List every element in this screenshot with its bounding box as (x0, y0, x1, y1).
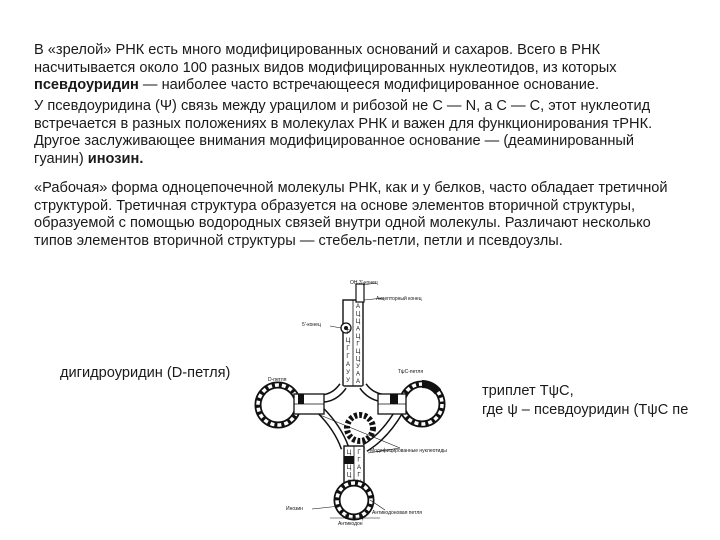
acceptor-left-base-1: Ц (345, 338, 351, 344)
acceptor-left-base-4: А (345, 362, 351, 368)
inosine-label: Инозин (286, 506, 303, 512)
anticodon-loop-label: Антикодоновая петля (372, 510, 422, 516)
d-loop-label: D-петля (268, 377, 287, 383)
acceptor-right-base-3: А (355, 326, 361, 333)
acceptor-end-label: Акцепторный конец (376, 296, 422, 302)
trna-cloverleaf-diagram (250, 278, 465, 528)
anticodon-base-2: Ц (358, 515, 364, 521)
anticodon-left-base-2: Ц (346, 465, 352, 471)
p1-text-c: — наиболее часто встречающееся модифицированное основание. (138, 77, 600, 94)
five-end-label: 5'-конец (302, 322, 321, 328)
paragraph-mature-rna (34, 42, 684, 95)
acceptor-right-base-9: А (355, 371, 361, 378)
anticodon-base-0: И (344, 515, 350, 521)
anticodon-label: Антикодон (338, 521, 363, 527)
oh-end-label: ОН 3'-конец (350, 280, 378, 286)
anticodon-left-base-3: Ц (346, 472, 352, 479)
inosine-term: инозин. (87, 150, 144, 167)
acceptor-right-base-5: Г (356, 341, 360, 348)
caption-d-loop: дигидроуридин (D-петля) (60, 365, 231, 381)
anticodon-left-base-1: У (347, 457, 351, 464)
acceptor-left-base-3: Г (346, 354, 350, 360)
acceptor-right-base-0: А (355, 304, 361, 310)
acceptor-right-base-6: Ц (355, 349, 361, 355)
acceptor-left-base-6: У (346, 378, 350, 384)
acceptor-left-base-0: Г (346, 330, 350, 336)
anticodon-right-base-0: Г (357, 450, 361, 456)
anticodon-right-base-2: А (356, 465, 362, 471)
anticodon-right-base-3: Г (357, 472, 361, 479)
tpsic-loop-label: ТψС-петля (398, 369, 424, 375)
anticodon-base-1: Г (352, 515, 356, 521)
acceptor-right-base-10: А (355, 379, 361, 385)
modified-nucleotides-label: Модифицированные нуклеотиды (370, 448, 447, 454)
acceptor-left-base-5: У (346, 370, 350, 376)
acceptor-right-base-7: Ц (355, 356, 361, 363)
paragraph-pseudouridine (34, 98, 684, 168)
pseudouridine-term: псевдоуридин (34, 77, 139, 94)
acceptor-tail (356, 284, 364, 302)
paragraph-tertiary-structure: «Рабочая» форма одноцепочечной молекулы РНК, как и у белков, часто обладает третичной структурой. Третичная структура образуется на основе элементов вторичной структуры, образуемой с помощью водородных связей внутри одной молекулы. Различают несколько типов элементов вторичной структуры — стебель-петли, петли и псевдоузлы. (34, 180, 668, 249)
acceptor-right-base-1: Ц (355, 311, 361, 318)
caption-tpsic-2: где ψ – псевдоуридин (TψC пе (482, 402, 689, 418)
acceptor-left-base-2: Г (346, 346, 350, 352)
caption-tpsic-1: триплет TψC, (482, 383, 574, 399)
acceptor-right-base-2: Ц (355, 319, 361, 325)
p1-text-a: В «зрелой» РНК есть много модифицированных оснований и сахаров. Всего в РНК насчитывается около 100 разных видов модифицированных нуклеотидов, из которых (34, 42, 617, 76)
anticodon-left-base-0: Ц (346, 450, 352, 456)
acceptor-right-base-8: У (356, 364, 360, 370)
p2-text-a: У псевдоуридина (Ψ) связь между урацилом и рибозой не C — N, а C — C, этот нуклеотид встречается в разных положениях в молекулах РНК и важен для функционирования тРНК. Другое заслуживающее внимания модифицированное основание — (деаминированный гуанин) (34, 98, 653, 167)
acceptor-right-base-4: Ц (355, 334, 361, 340)
anticodon-right-base-1: Г (357, 457, 361, 464)
